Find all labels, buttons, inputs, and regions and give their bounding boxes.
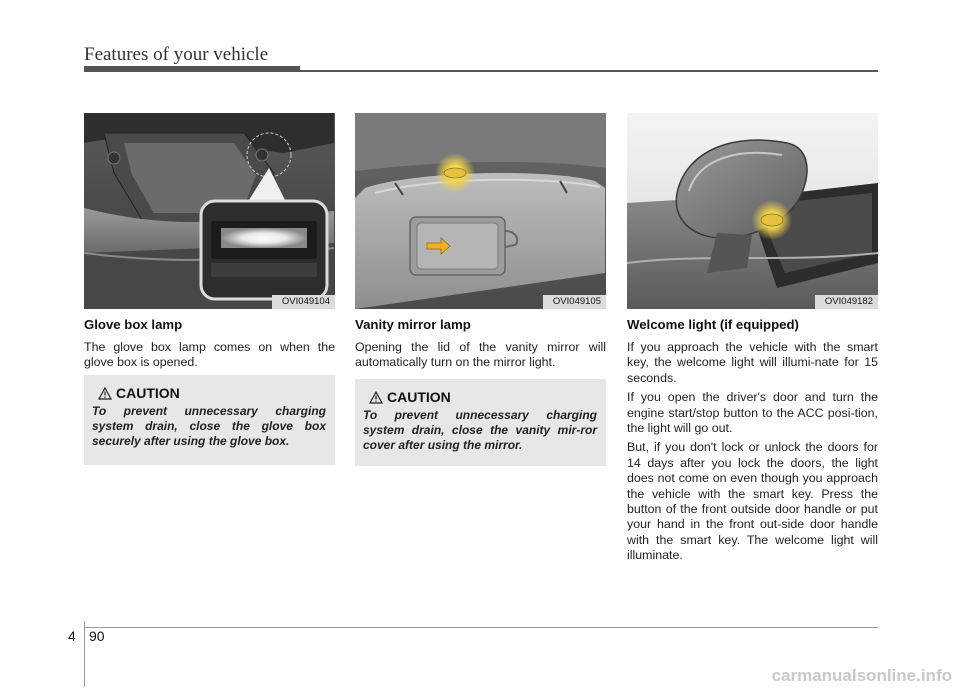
figure-code: OVI049105: [543, 295, 606, 309]
caution-label: CAUTION: [116, 385, 180, 401]
chapter-number: 4: [68, 628, 76, 644]
footer-rule: [84, 627, 878, 628]
section-title: Vanity mirror lamp: [355, 317, 471, 332]
footer-divider: [84, 621, 85, 687]
warning-triangle-icon: [98, 387, 112, 400]
vanity-mirror-figure: [355, 113, 606, 309]
caution-text: To prevent unnecessary charging system drain, close the vanity mir-ror cover after using the mirror.: [363, 408, 597, 452]
figure-code: OVI049104: [272, 295, 335, 309]
warning-triangle-icon: [369, 391, 383, 404]
welcome-light-section: [627, 113, 878, 564]
body-paragraph: The glove box lamp comes on when the glove box is opened.: [84, 340, 335, 370]
vanity-mirror-lamp-section: [355, 113, 606, 452]
page-number: 90: [89, 628, 105, 644]
watermark: carmanualsonline.info: [771, 666, 952, 685]
body-paragraph: If you approach the vehicle with the smart key, the welcome light will illumi-nate for 15 seconds.: [627, 340, 878, 385]
caution-text: To prevent unnecessary charging system drain, close the glove box securely after using the glove box.: [92, 404, 326, 448]
body-paragraph: But, if you don't lock or unlock the doors for 14 days after you lock the doors, the light does not come on even though you approach the vehicle with the smart key. Press the button of the front outside door handle or put your hand in the front out-side door handle with the smart key. The welcome light will illuminate.: [627, 440, 878, 563]
side-mirror-illustration: [627, 113, 878, 309]
welcome-light-figure: [627, 113, 878, 309]
body-paragraph: Opening the lid of the vanity mirror will automatically turn on the mirror light.: [355, 340, 606, 370]
glove-box-illustration: [84, 113, 335, 309]
page-header-title: Features of your vehicle: [84, 44, 269, 65]
glove-box-lamp-section: [84, 113, 335, 448]
figure-code: OVI049182: [815, 295, 878, 309]
glove-box-figure: [84, 113, 335, 309]
header-rule-thick: [84, 66, 300, 72]
caution-box: [84, 375, 335, 465]
header-rule-thin: [300, 70, 878, 72]
section-title: Welcome light (if equipped): [627, 317, 799, 332]
vanity-mirror-illustration: [355, 113, 606, 309]
caution-box: [355, 379, 606, 466]
body-paragraph: If you open the driver's door and turn the engine start/stop button to the ACC posi-tion, the light will go out.: [627, 390, 878, 436]
section-title: Glove box lamp: [84, 317, 183, 332]
caution-label: CAUTION: [387, 389, 451, 405]
